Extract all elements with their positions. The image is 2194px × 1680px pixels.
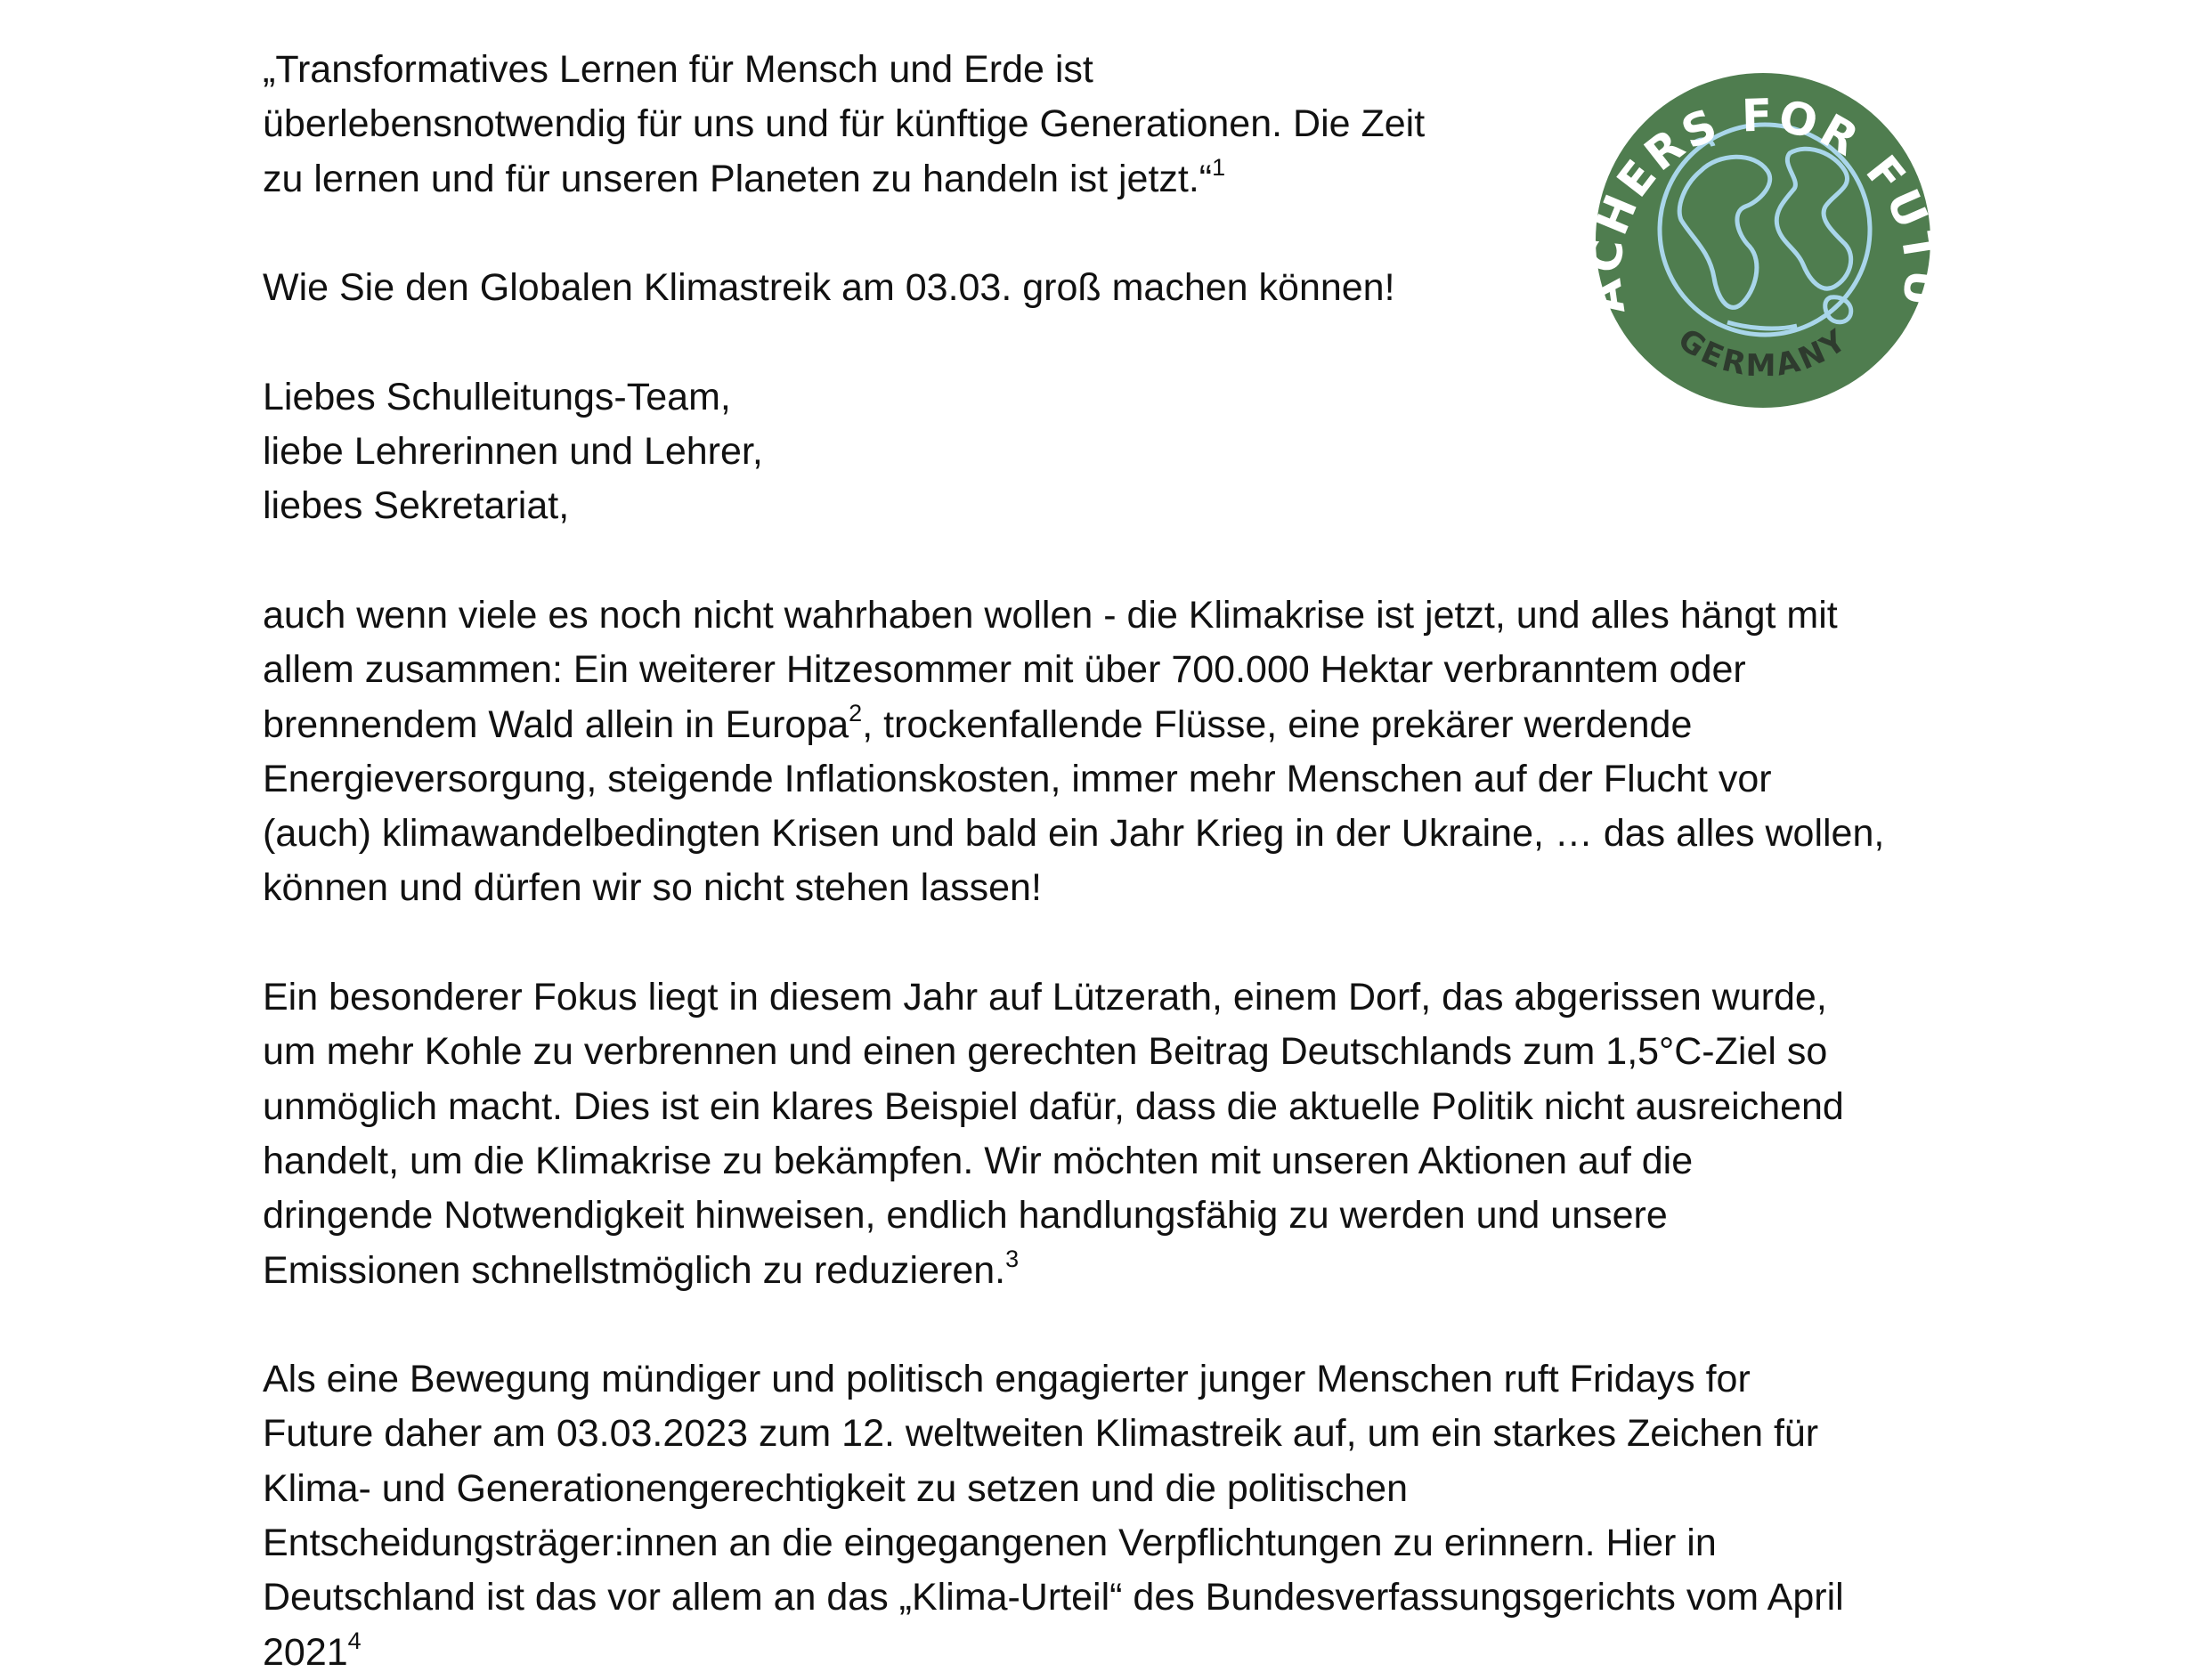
footnote-marker: 2 [849, 699, 863, 726]
quote-line: „Transformatives Lernen für Mensch und Erde ist [263, 48, 1093, 91]
salutation-line: liebes Sekretariat, [263, 484, 570, 528]
text-line: allem zusammen: Ein weiterer Hitzesommer mit über 700.000 Hektar verbranntem oder [263, 648, 1746, 692]
text-line: Als eine Bewegung mündiger und politisch engagierter junger Menschen ruft Fridays for [263, 1358, 1751, 1401]
text-line: (auch) klimawandelbedingten Krisen und bald ein Jahr Krieg in der Ukraine, … das alles wollen, [263, 812, 1885, 856]
text-segment: 2021 [263, 1630, 348, 1674]
paragraph-2 [263, 970, 2008, 1298]
text-segment: brennendem Wald allein in Europa [263, 702, 849, 746]
text-line [263, 1244, 2008, 1298]
logo-sub-text: GERMANY [1671, 321, 1855, 385]
text-line: Deutschland ist das vor allem an das „Klima-Urteil“ des Bundesverfassungsgerichts vom April [263, 1576, 1844, 1619]
text-line: Future daher am 03.03.2023 zum 12. weltweiten Klimastreik auf, um ein starkes Zeichen für [263, 1412, 1819, 1456]
logo-arc-text: ACHERS FOR FUTU [1579, 89, 1948, 318]
paragraph-3 [263, 1352, 2008, 1680]
text-line: um mehr Kohle zu verbrennen und einen gerechten Beitrag Deutschlands zum 1,5°C-Ziel so [263, 1030, 1828, 1074]
paragraph-1 [263, 588, 2008, 916]
teachers-for-future-logo [1567, 37, 1959, 429]
quote-line [263, 152, 1527, 207]
text-line: auch wenn viele es noch nicht wahrhaben wollen - die Klimakrise ist jetzt, und alles hängt mit [263, 593, 1838, 637]
salutation-line: Liebes Schulleitungs-Team, [263, 375, 731, 418]
footnote-marker: 4 [347, 1627, 362, 1654]
quote-line-text: zu lernen und für unseren Planeten zu handeln ist jetzt.“ [263, 157, 1213, 200]
text-line: handelt, um die Klimakrise zu bekämpfen. Wir möchten mit unseren Aktionen auf die [263, 1139, 1694, 1182]
text-line: Ein besonderer Fokus liegt in diesem Jahr auf Lützerath, einem Dorf, das abgerissen wurde, [263, 976, 1827, 1019]
text-line: dringende Notwendigkeit hinweisen, endlich handlungsfähig zu werden und unsere [263, 1194, 1668, 1238]
text-line [263, 1626, 2008, 1680]
salutation-line: liebe Lehrerinnen und Lehrer, [263, 430, 763, 474]
logo-badge [1567, 37, 1959, 429]
text-line: Energieversorgung, steigende Inflationskosten, immer mehr Menschen auf der Flucht vor [263, 757, 1772, 800]
footnote-marker: 3 [1005, 1245, 1020, 1272]
opening-quote [263, 43, 1527, 207]
text-line: unmöglich macht. Dies ist ein klares Beispiel dafür, dass die aktuelle Politik nicht ausreichend [263, 1084, 1844, 1128]
quote-line: überlebensnotwendig für uns und für künftige Generationen. Die Zeit [263, 102, 1426, 146]
text-segment: , trockenfallende Flüsse, eine prekärer werdende [862, 702, 1693, 746]
text-line [263, 698, 2008, 752]
footnote-marker: 1 [1212, 153, 1226, 181]
text-line: können und dürfen wir so nicht stehen lassen! [263, 866, 1042, 910]
text-line: Entscheidungsträger:innen an die eingegangenen Verpflichtungen zu erinnern. Hier in [263, 1522, 1717, 1565]
text-segment: Emissionen schnellstmöglich zu reduzieren. [263, 1248, 1006, 1292]
headline: Wie Sie den Globalen Klimastreik am 03.03. groß machen können! [263, 266, 1395, 310]
text-line: Klima- und Generationengerechtigkeit zu setzen und die politischen [263, 1466, 1409, 1510]
